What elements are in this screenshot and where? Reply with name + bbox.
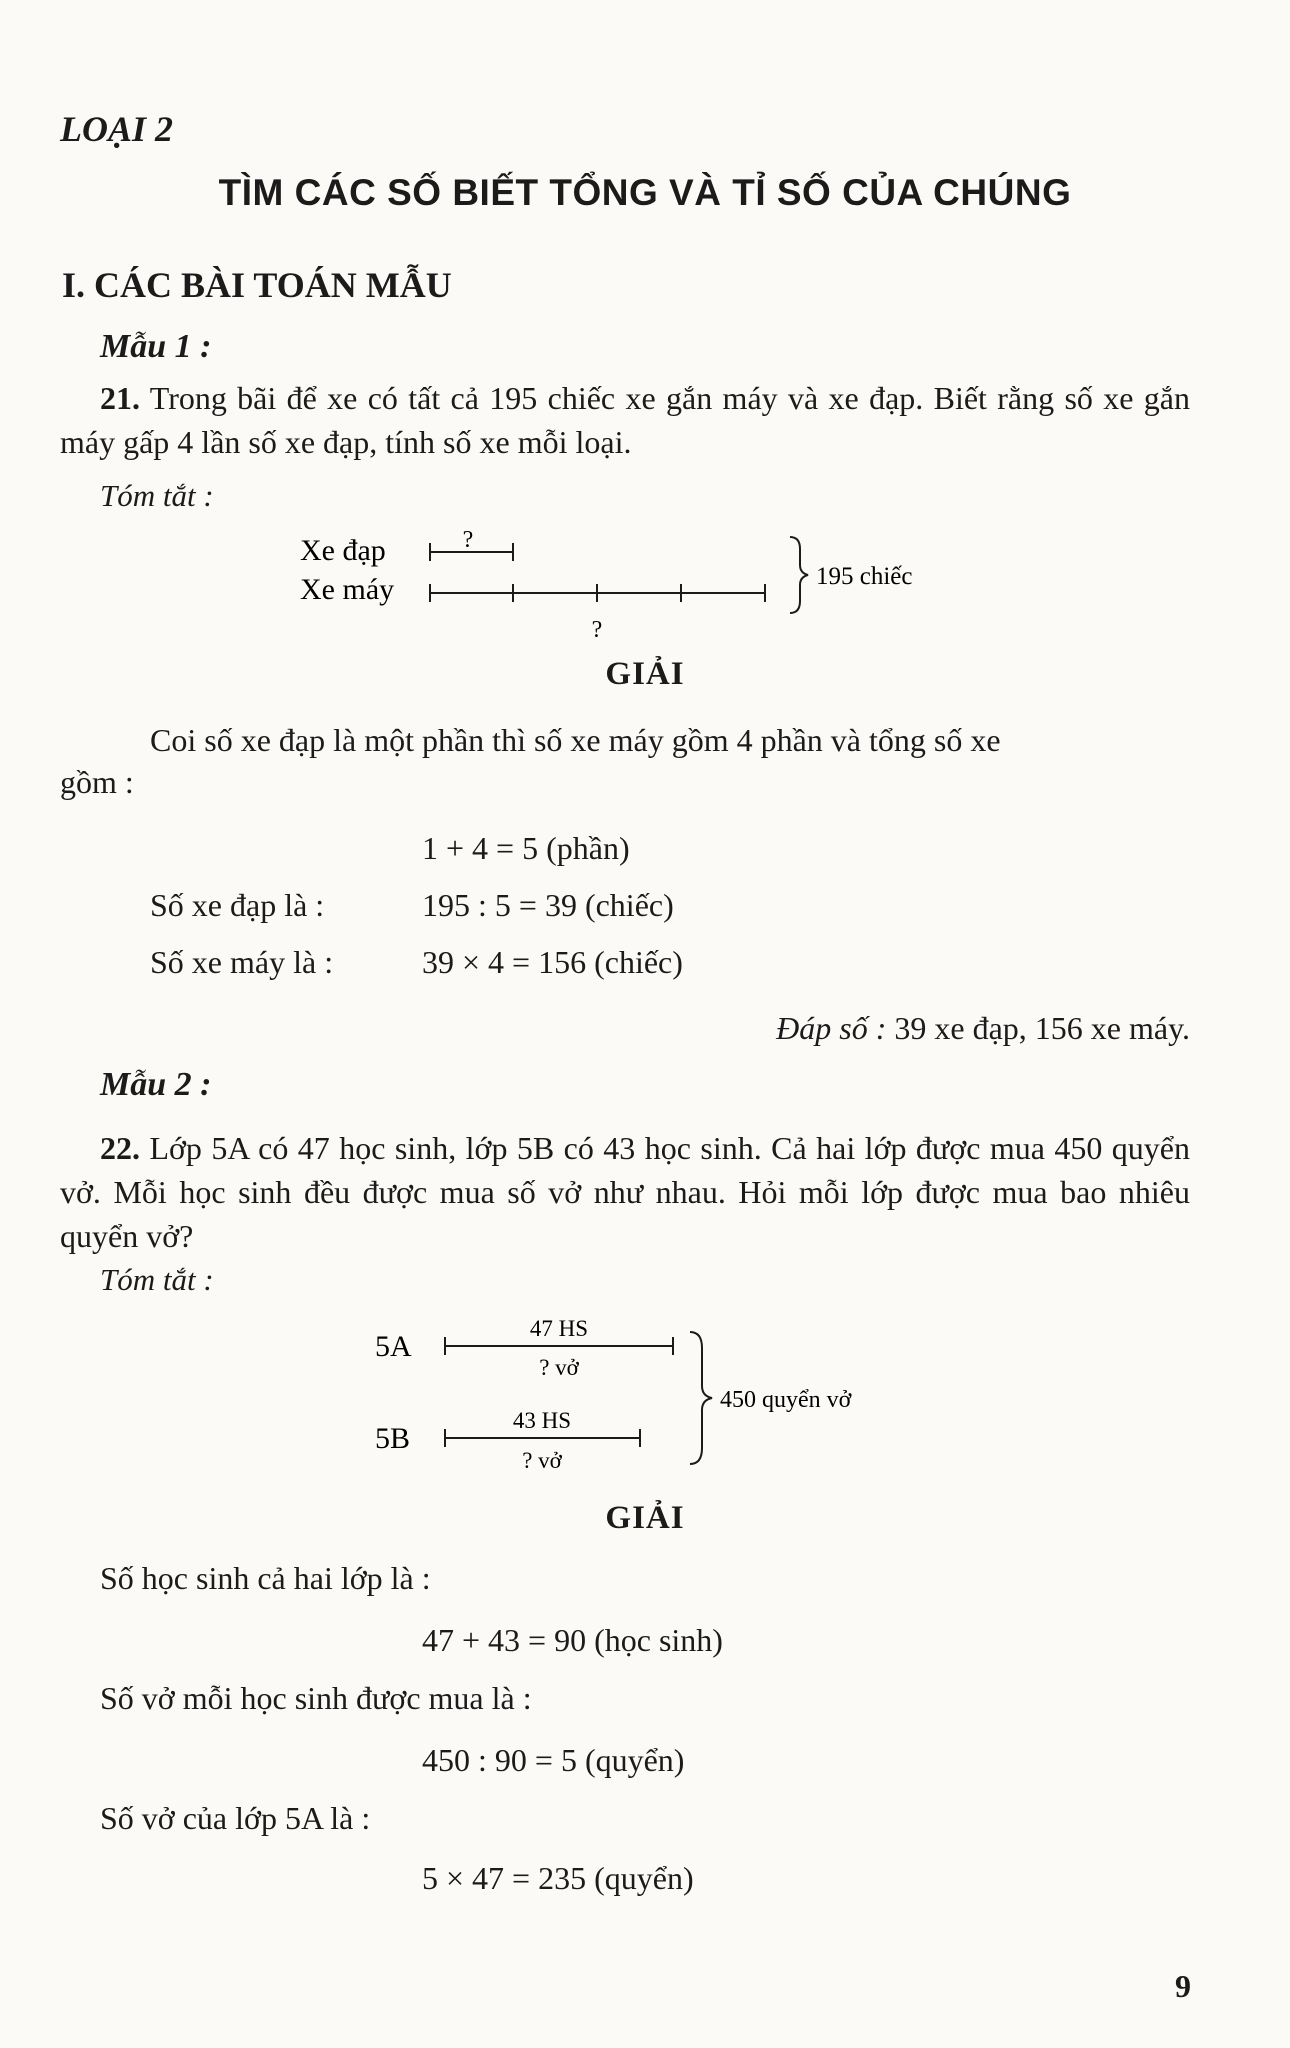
5a-top-label: 47 HS [529, 1316, 589, 1341]
mau2-step3-label: Số vở của lớp 5A là : [100, 1800, 371, 1836]
mau2-problem-text: Lớp 5A có 47 học sinh, lớp 5B có 43 học sinh. Cả hai lớp được mua 450 quyển vở. Mỗi học sinh đều được mua số vở như nhau. Hỏi mỗi lớp được mua bao nhiêu quyển vở? [60, 1130, 1190, 1254]
mau1-segment-diagram [300, 525, 940, 650]
mau1-answer-value: 39 xe đạp, 156 xe máy. [894, 1010, 1190, 1046]
mau1-step3-label: Số xe máy là : [150, 944, 334, 980]
diagram-5b-label: 5B [375, 1422, 411, 1455]
mau2-segment-diagram [375, 1308, 935, 1493]
xedap-question: ? [462, 527, 474, 553]
mau1-intro-line2: gồm : [60, 764, 134, 800]
mau2-problem-number: 22. [100, 1130, 140, 1166]
mau1-problem-number: 21. [100, 380, 140, 416]
chapter-title: TÌM CÁC SỐ BIẾT TỔNG VÀ TỈ SỐ CỦA CHÚNG [218, 172, 1072, 213]
mau1-calc2: 195 : 5 = 39 (chiếc) [422, 887, 674, 923]
mau1-summary-label: Tóm tắt : [100, 478, 214, 513]
xemay-question: ? [591, 617, 603, 643]
mau2-problem [60, 1126, 1190, 1258]
mau2-summary-label: Tóm tắt : [100, 1262, 214, 1297]
mau1-calc3: 39 × 4 = 156 (chiếc) [422, 944, 683, 980]
mau2-calc2: 450 : 90 = 5 (quyển) [422, 1742, 685, 1778]
mau1-label: Mẫu 1 : [100, 328, 212, 365]
mau2-total-brace [690, 1332, 712, 1464]
mau1-total: 195 chiếc [816, 563, 913, 590]
mau1-solution-heading: GIẢI [605, 656, 685, 692]
mau1-problem [60, 376, 1190, 464]
diagram-5a-label: 5A [375, 1330, 412, 1363]
section-heading: I. CÁC BÀI TOÁN MẪU [62, 265, 452, 305]
mau1-intro-line1: Coi số xe đạp là một phần thì số xe máy gồm 4 phần và tổng số xe [150, 722, 1001, 758]
mau2-step2-label: Số vở mỗi học sinh được mua là : [100, 1680, 532, 1716]
mau2-solution-heading: GIẢI [605, 1500, 685, 1536]
diagram-xemay-label: Xe máy [300, 573, 395, 606]
mau1-answer-label: Đáp số : [776, 1010, 887, 1046]
5b-bottom-label: ? vở [522, 1448, 562, 1473]
mau1-problem-text: Trong bãi để xe có tất cả 195 chiếc xe gắn máy và xe đạp. Biết rằng số xe gắn máy gấp 4 lần số xe đạp, tính số xe mỗi loại. [60, 380, 1191, 460]
mau2-calc3: 5 × 47 = 235 (quyển) [422, 1860, 694, 1896]
mau1-calc1: 1 + 4 = 5 (phần) [422, 830, 630, 866]
mau2-step1-label: Số học sinh cả hai lớp là : [100, 1560, 431, 1596]
mau2-total: 450 quyển vở [720, 1387, 852, 1413]
mau1-total-brace [790, 537, 808, 613]
page-number: 9 [1175, 1968, 1191, 2004]
loai-label: LOẠI 2 [60, 109, 174, 149]
mau1-step2-label: Số xe đạp là : [150, 887, 325, 923]
5b-top-label: 43 HS [512, 1408, 572, 1433]
5a-bottom-label: ? vở [539, 1355, 579, 1380]
mau1-answer [776, 1010, 1190, 1047]
mau2-label: Mẫu 2 : [100, 1066, 212, 1103]
diagram-xedap-label: Xe đạp [300, 534, 386, 567]
mau2-calc1: 47 + 43 = 90 (học sinh) [422, 1622, 723, 1658]
